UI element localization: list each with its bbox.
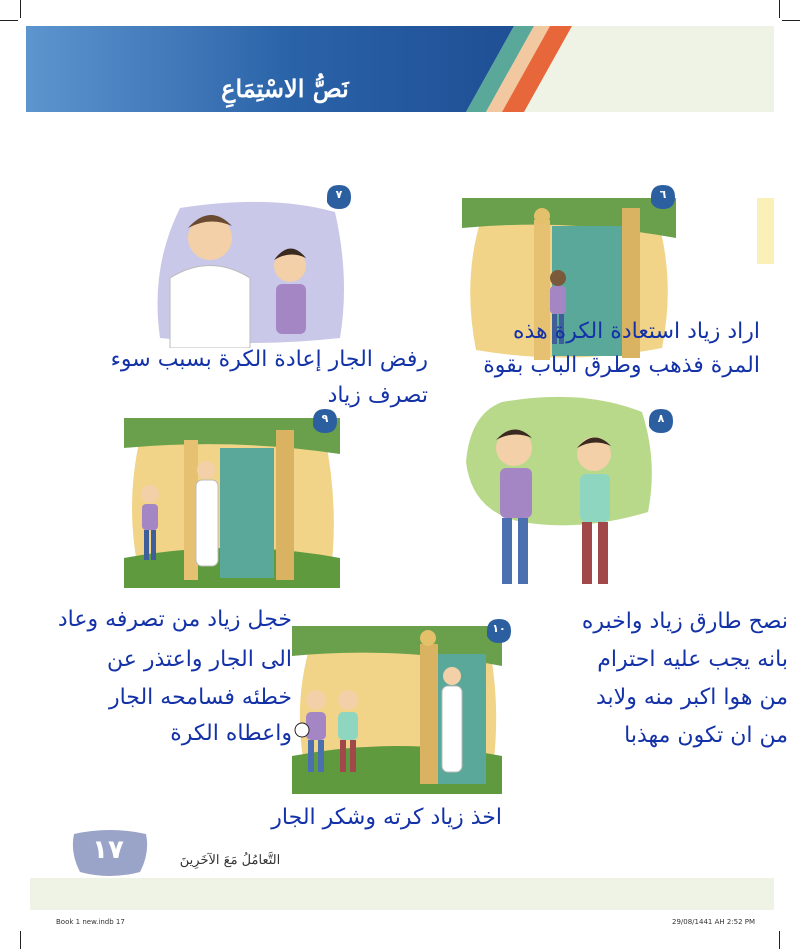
panel-8-caption-line-1: نصح طارق زياد واخبره bbox=[581, 609, 788, 634]
panel-7-number: ٧ bbox=[335, 188, 343, 201]
panel-6-caption-line-1: اراد زياد استعادة الكرة هذه bbox=[513, 319, 760, 344]
header-banner bbox=[26, 26, 774, 112]
panel-9-illustration bbox=[124, 418, 340, 588]
crop-mark bbox=[782, 20, 800, 21]
footer-file-info: Book 1 new.indb 17 bbox=[56, 918, 125, 926]
panel-8-caption-line-4: من ان تكون مهذبا bbox=[624, 723, 788, 748]
panel-7-caption-line-2: تصرف زياد bbox=[327, 383, 428, 408]
panel-8-caption-line-2: بانه يجب عليه احترام bbox=[597, 647, 788, 672]
panel-7-caption-line-1: رفض الجار إعادة الكرة بسبب سوء bbox=[110, 347, 428, 372]
panel-6-number: ٦ bbox=[659, 188, 667, 201]
panel-10-number-badge bbox=[486, 618, 512, 644]
panel-9-caption-line-3: خطئه فسامحه الجار bbox=[108, 685, 292, 710]
panel-8-number-badge bbox=[648, 408, 674, 434]
panel-7-illustration bbox=[150, 198, 350, 348]
panel-8-number: ٨ bbox=[657, 412, 665, 425]
panel-9-caption-line-1: خجل زياد من تصرفه وعاد bbox=[57, 607, 292, 632]
panel-9-caption-line-2: الى الجار واعتذر عن bbox=[106, 647, 292, 672]
panel-10-illustration bbox=[292, 626, 502, 794]
page-number: ١٧ bbox=[92, 835, 124, 865]
side-tab bbox=[757, 198, 774, 264]
unit-title: التَّعامُلُ مَعَ الآخَرِينَ bbox=[179, 853, 281, 868]
panel-8-caption-line-3: من هوا اكبر منه ولابد bbox=[595, 685, 788, 710]
panel-8-illustration bbox=[462, 392, 658, 598]
panel-6-number-badge bbox=[650, 184, 676, 210]
panel-10-number: ١٠ bbox=[492, 622, 506, 635]
footer-date-info: 29/08/1441 AH 2:52 PM bbox=[672, 918, 756, 926]
crop-mark bbox=[20, 931, 21, 949]
crop-mark bbox=[779, 0, 780, 18]
panel-6-caption-line-2: المرة فذهب وطرق الباب بقوة bbox=[483, 353, 760, 378]
panel-9-number-badge bbox=[312, 408, 338, 434]
crop-mark bbox=[20, 0, 21, 18]
crop-mark bbox=[0, 20, 18, 21]
crop-mark bbox=[779, 931, 780, 949]
footer-band bbox=[30, 878, 774, 910]
panel-7-number-badge bbox=[326, 184, 352, 210]
page-title: نَصُّ الاسْتِمَاعِ bbox=[221, 74, 349, 103]
panel-10-caption-line-1: اخذ زياد كرته وشكر الجار bbox=[271, 805, 502, 830]
panel-9-number: ٩ bbox=[321, 412, 329, 425]
panel-9-caption-line-4: واعطاه الكرة bbox=[170, 721, 292, 746]
